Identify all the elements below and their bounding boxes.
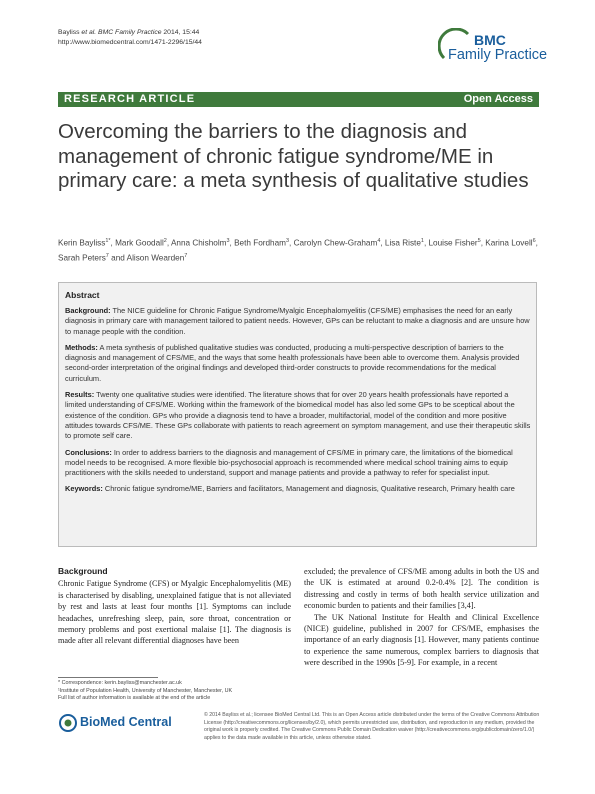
biomed-central-icon (58, 713, 78, 733)
citation-header (58, 28, 202, 48)
abstract-background: Background: The NICE guideline for Chronic Fatigue Syndrome/Myalgic Encephalomyelitis (CFS/ME) emphasises the need for an early diagnosis in primary care with management tailored to patient needs. However, GPs can be reluctant to make a diagnosis and are unsure how to manage people with the condition. (65, 306, 530, 336)
publisher-name: BioMed Central (80, 715, 172, 729)
abstract-box (58, 282, 537, 547)
logo-journal-name: Family Practice (448, 47, 548, 63)
correspondence-email[interactable]: * Correspondence: kerin.bayliss@manchester.ac.uk (58, 680, 182, 686)
open-access-label: Open Access (463, 93, 533, 105)
abstract-results: Results: Twenty one qualitative studies were identified. The literature shows that for over 20 years health professionals have reported a limited understanding of CFS/ME. Working within the framework of the biomedical model has also led some GPs to be sceptical about the existence of the condition. GPs who provide a diagnosis tend to have a broader, multifactorial, model of the condition and more positive attitudes towards CFS/ME. These GPs collaborate with patients to reach agreement on symptom management, and use their therapeutic skills to promote self care. (65, 390, 531, 441)
abstract-text (65, 306, 531, 501)
article-type: RESEARCH ARTICLE (64, 93, 196, 105)
abstract-heading: Abstract (65, 290, 100, 300)
publisher-logo (58, 712, 188, 734)
abstract-methods: Methods: A meta synthesis of published qualitative studies was conducted, producing a multi-perspective description of barriers to the diagnosis and management of CFS/ME, and the ways that some health professionals have been able to overcome them. Analysis provided second-order interpretation of the original findings and developed third-order constructs to provide recommendations for the medical curriculum. (65, 342, 520, 383)
background-paragraph: Chronic Fatigue Syndrome (CFS) or Myalgic Encephalomyelitis (ME) is characterised by disabling, unexplained fatigue that is not alleviated by rest and lasts at least four months [1]. Symptoms can include headaches, unrefreshing sleep, pain, sore throat, concentration or memory problems and post exertional malaise [1]. The diagnosis is made after all relevant differential diagnoses have been (58, 579, 291, 646)
journal-logo (438, 28, 548, 84)
footnote-divider (58, 677, 158, 678)
abstract-conclusions: Conclusions: In order to address barriers to the diagnosis and management of CFS/ME in primary care, the limitations of the biomedical model needs to be recognised. A more flexible bio-psychosocial approach is recommended where medical school training aims to equip practitioners with the skills needed to understand, support and manage patients and provide a pathway to refer for specialist input. (65, 447, 513, 478)
author-info-note: Full list of author information is available at the end of the article (58, 695, 211, 702)
author-affiliation: ¹Institute of Population Health, University of Manchester, Manchester, UK (58, 687, 233, 694)
background-heading: Background (58, 566, 108, 576)
article-title: Overcoming the barriers to the diagnosis and management of chronic fatigue syndrome/ME in primary care: a meta synthesis of qualitative studies (58, 120, 529, 192)
body-column-right (304, 566, 539, 669)
body-column-left (58, 566, 291, 647)
body-paragraph: excluded; the prevalence of CFS/ME among adults in both the US and the UK is estimated at around 0.2-0.4% [2]. The condition is distressing and costly in terms of both health service utilization and economic burden to patients and their families [3,4]. (304, 567, 539, 611)
body-paragraph: The UK National Institute for Health and Clinical Excellence (NICE) guideline, published in 2007 for CFS/ME, emphasises the importance of an early diagnosis [1]. However, many patients continue to experience the same numerous, complex barriers to diagnosis that were described in the 1990s [5-9]. For example, in a recent (304, 612, 539, 668)
article-type-banner (58, 92, 539, 107)
logo-bmc: BMC (474, 32, 506, 48)
abstract-keywords: Keywords: Chronic fatigue syndrome/ME, Barriers and facilitators, Management and diagnosis, Qualitative research, Primary health care (65, 484, 515, 494)
citation-line: Bayliss et al. BMC Family Practice 2014, 15:44 (58, 29, 200, 36)
author-list: Kerin Bayliss$^{1*}$, Mark Goodall$^2$, Anna Chisholm$^3$, Beth Fordham$^3$, Carolyn Chew-Graham$^4$, Lisa Riste$^1$, Louise Fisher$^5$, Karina Lovell$^6$, Sarah Peters$^7$ and Alison Wearden$^7$ (58, 238, 538, 263)
article-url[interactable]: http://www.biomedcentral.com/1471-2296/15/44 (58, 39, 202, 46)
license-text: © 2014 Bayliss et al.; licensee BioMed Central Ltd. This is an Open Access article distributed under the terms of the Creative Commons Attribution License (http://creativecommons.org/licenses/by/2.0), which permits unrestricted use, distribution, and reproduction in any medium, provided the original work is properly credited. The Creative Commons Public Domain Dedication waiver (http://creativecommons.org/publicdomain/zero/1.0/) applies to the data made available in this article, unless otherwise stated. (204, 712, 540, 741)
footnote (58, 680, 294, 703)
